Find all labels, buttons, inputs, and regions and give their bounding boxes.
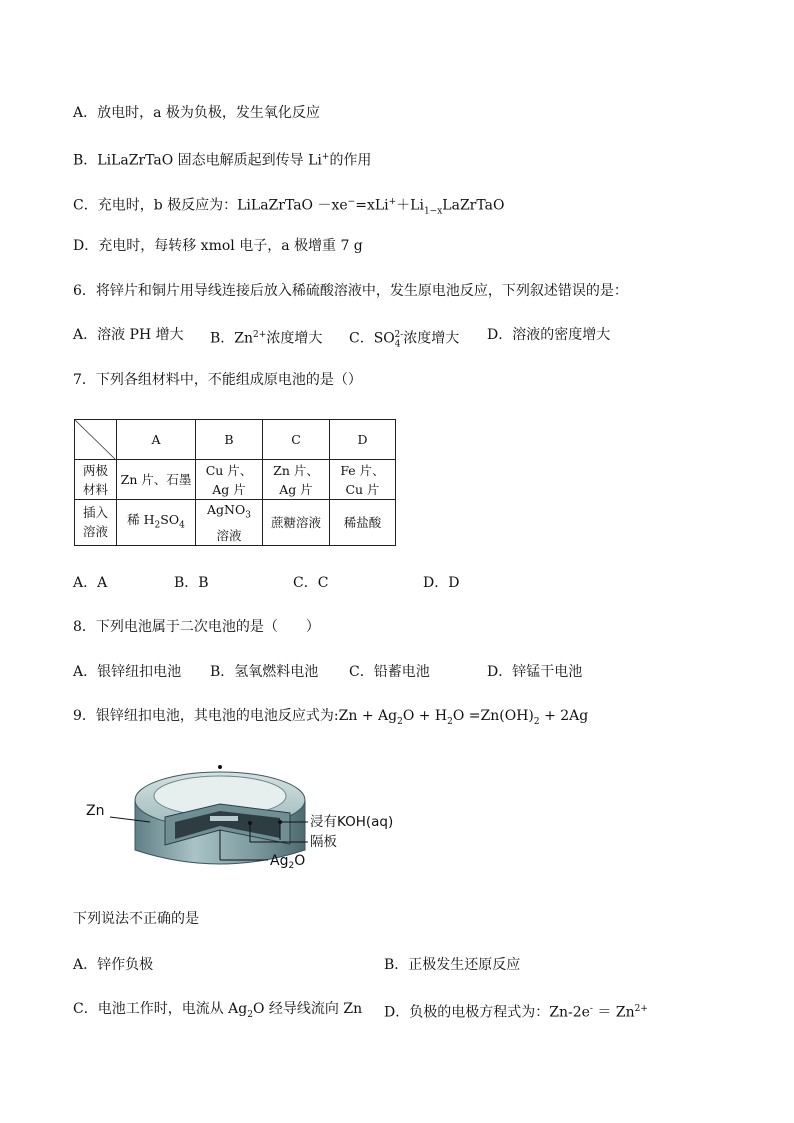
q8-stem: 8．下列电池属于二次电池的是（ ） [73,619,320,635]
cell-c-solution: 蔗糖溶液 [263,500,330,546]
q6-option-b: B．$Zn^{2+}$浓度增大 [210,330,323,347]
button-cell-diagram [80,760,420,880]
q9-option-c: C．电池工作时，电流从 $Ag_2O$ 经导线流向 Zn [73,1001,363,1020]
q8-option-d: D．锌锰干电池 [487,664,583,680]
label-ag2o: $Ag_2O$ [270,853,306,871]
q7-option-d: D．D [423,575,460,591]
cell-b-electrodes: Cu 片、 Ag 片 [196,460,263,500]
diagonal-line [75,420,116,460]
header-c: C [263,420,330,460]
header-d: D [330,420,396,460]
label-zn: Zn [86,803,105,819]
row-label-electrodes: 两极 材料 [75,460,117,500]
q6-option-c: C．$SO_4^{2-}$浓度增大 [349,330,460,350]
cell-b-solution: AgNO$_3$ 溶液 [196,500,263,546]
label-separator: 隔板 [310,834,337,850]
q5-option-b: B．LiLaZrTaO 固态电解质起到传导 Li+的作用 [73,152,372,169]
q8-option-c: C．铅蓄电池 [349,664,430,680]
cell-a-electrodes: Zn 片、石墨 [117,460,196,500]
cell-a-solution: 稀 $H_2SO_4$ [117,500,196,546]
q7-option-c: C．C [293,575,329,591]
q5-option-d: D．充电时，每转移 xmol 电子，a 极增重 7 g [73,238,363,254]
q9-option-d: D．负极的电极方程式为：$Zn-2e^- = Zn^{2+}$ [384,1004,648,1021]
q6-option-d: D．溶液的密度增大 [487,327,611,343]
q8-option-b: B．氢氧燃料电池 [210,664,319,680]
label-koh: 浸有KOH(aq) [310,814,394,830]
q7-option-b: B．B [174,575,209,591]
q6-stem: 6．将锌片和铜片用导线连接后放入稀硫酸溶液中，发生原电池反应，下列叙述错误的是： [73,283,628,299]
q9-stem: 9．银锌纽扣电池，其电池的电池反应式为:Zn + $Ag_2O + H_2O =Zn(OH)_2 + 2Ag$ [73,708,589,727]
header-b: B [196,420,263,460]
q7-stem: 7．下列各组材料中，不能组成原电池的是（） [73,372,362,388]
cell-d-solution: 稀盐酸 [330,500,396,546]
q9-question: 下列说法不正确的是 [73,911,199,927]
q8-option-a: A．银锌纽扣电池 [73,664,182,680]
q9-option-b: B．正极发生还原反应 [384,957,521,973]
cell-d-electrodes: Fe 片、 Cu 片 [330,460,396,500]
q5-option-c: C．充电时，b 极反应为：LiLaZrTaO $-xe^-=xLi^++Li_{1-x}LaZrTaO$ [73,197,505,217]
q9-option-a: A．锌作负极 [73,957,154,973]
table-corner-cell [75,420,117,460]
q7-materials-table [74,419,396,546]
header-a: A [117,420,196,460]
q5-option-a: A．放电时，a 极为负极，发生氧化反应 [73,105,320,121]
row-label-solution: 插入 溶液 [75,500,117,546]
cell-c-electrodes: Zn 片、 Ag 片 [263,460,330,500]
q7-option-a: A．A [73,575,108,591]
q6-option-a: A．溶液 PH 增大 [73,327,184,343]
